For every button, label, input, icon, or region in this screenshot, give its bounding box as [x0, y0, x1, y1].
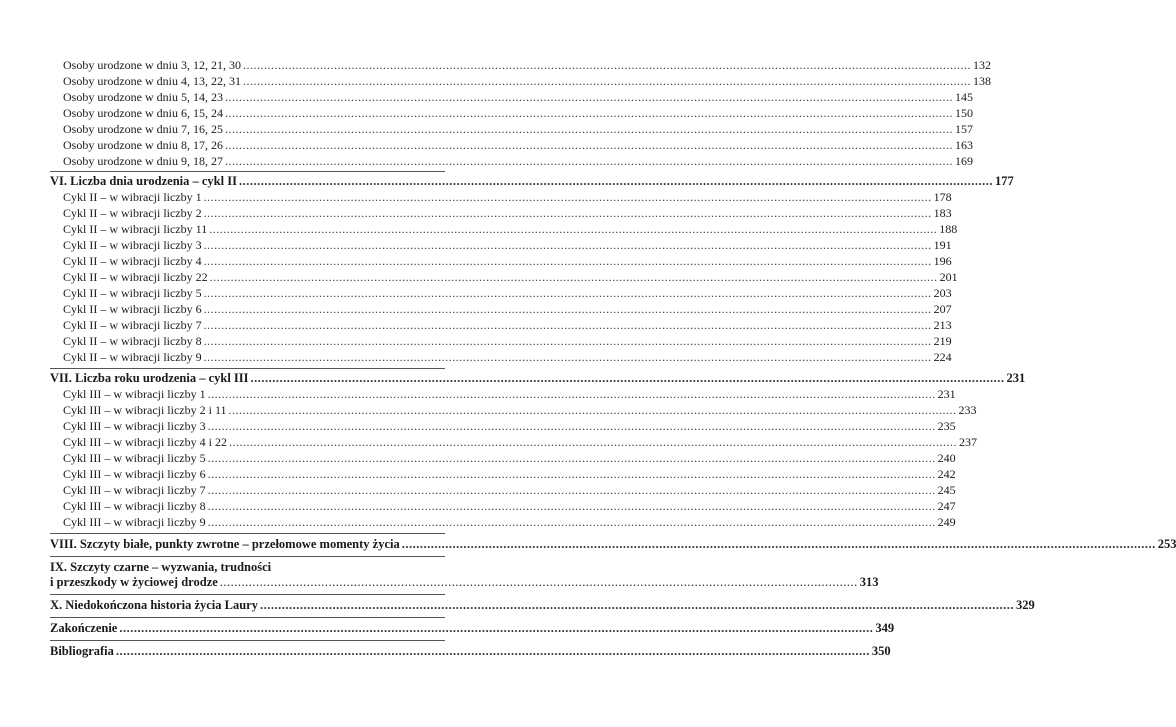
dot-leader: [204, 286, 932, 301]
dot-leader: ................................................................................................................................................................................: [219, 575, 858, 589]
toc-entry: [50, 254, 952, 269]
dot-leader: [208, 419, 936, 434]
toc-entry-label: Osoby urodzone w dniu 5, 14, 23: [63, 90, 223, 104]
toc-entry-label: Osoby urodzone w dniu 8, 17, 26: [63, 138, 223, 152]
toc-chapter-page: 231: [1006, 371, 1026, 385]
dot-leader: [204, 238, 932, 253]
dot-leader: [204, 254, 932, 269]
section-divider: [50, 171, 445, 172]
toc-chapter: [50, 537, 1176, 552]
toc-entry-label: Cykl III – w wibracji liczby 2 i 11: [63, 403, 227, 417]
toc-entry-page: 240: [937, 451, 956, 465]
section-divider: [50, 533, 445, 534]
toc-entry-label: Osoby urodzone w dniu 9, 18, 27: [63, 154, 223, 168]
toc-entry-label: Osoby urodzone w dniu 3, 12, 21, 30: [63, 58, 241, 72]
toc-entry-label: Osoby urodzone w dniu 7, 16, 25: [63, 122, 223, 136]
toc-entry-page: 191: [933, 238, 952, 252]
toc-chapter: [50, 371, 1026, 386]
toc-entry: [50, 222, 958, 237]
dot-leader: [204, 206, 932, 221]
toc-entry: [50, 350, 952, 365]
toc-entry: [50, 419, 956, 434]
toc-entry-label: Osoby urodzone w dniu 6, 15, 24: [63, 106, 223, 120]
toc-entry-page: 219: [933, 334, 952, 348]
toc-entry: [50, 302, 952, 317]
dot-leader: [119, 621, 873, 636]
toc-entry: [50, 270, 958, 285]
dot-leader: [402, 537, 1156, 552]
toc-entry-label: Cykl II – w wibracji liczby 4: [63, 254, 202, 268]
toc-entry-page: 169: [954, 154, 973, 168]
toc-entry: [50, 499, 956, 514]
toc-entry: [50, 74, 991, 89]
toc-entry-page: 237: [958, 435, 977, 449]
toc-chapter-label-line2: i przeszkody w życiowej drodze: [50, 575, 218, 589]
toc-entry: [50, 387, 956, 402]
toc-chapter-page: 177: [994, 174, 1014, 188]
toc-chapter-label: Bibliografia: [50, 644, 114, 658]
toc-entry-page: 247: [937, 499, 956, 513]
toc-entry-label: Cykl II – w wibracji liczby 7: [63, 318, 202, 332]
toc-entry-label: Cykl II – w wibracji liczby 22: [63, 270, 208, 284]
toc-entry: [50, 318, 952, 333]
toc-entry: [50, 467, 956, 482]
toc-entry: [50, 515, 956, 530]
toc-entry: [50, 451, 956, 466]
toc-entry: [50, 122, 973, 137]
toc-entry-page: 231: [937, 387, 956, 401]
toc-chapter-page: 329: [1015, 598, 1035, 612]
toc-entry-label: Cykl III – w wibracji liczby 8: [63, 499, 206, 513]
dot-leader: [208, 451, 936, 466]
toc-entry-page: 224: [933, 350, 952, 364]
toc-chapter-label: VIII. Szczyty białe, punkty zwrotne – przełomowe momenty życia: [50, 537, 400, 551]
toc-entry: [50, 206, 952, 221]
toc-entry-page: 178: [933, 190, 952, 204]
dot-leader: [239, 174, 993, 189]
toc-chapter-label: VII. Liczba roku urodzenia – cykl III: [50, 371, 249, 385]
dot-leader: [210, 270, 938, 285]
toc-chapter: [50, 621, 895, 636]
dot-leader: [225, 122, 953, 137]
toc-entry-page: 249: [937, 515, 956, 529]
dot-leader: [225, 106, 953, 121]
toc-entry-page: 196: [933, 254, 952, 268]
toc-entry-label: Cykl III – w wibracji liczby 5: [63, 451, 206, 465]
toc-entry-page: 201: [939, 270, 958, 284]
dot-leader: [225, 154, 953, 169]
toc-entry-page: 233: [958, 403, 977, 417]
toc-entry-label: Cykl III – w wibracji liczby 3: [63, 419, 206, 433]
toc-entry-label: Cykl II – w wibracji liczby 1: [63, 190, 202, 204]
dot-leader: [204, 302, 932, 317]
toc-chapter-label: X. Niedokończona historia życia Laury: [50, 598, 258, 612]
toc-chapter-page: 350: [871, 644, 891, 658]
toc-entry: [50, 286, 952, 301]
toc-entry: [50, 190, 952, 205]
toc-entry-label: Cykl II – w wibracji liczby 3: [63, 238, 202, 252]
dot-leader: [260, 598, 1014, 613]
section-divider: [50, 556, 445, 557]
toc-entry: [50, 106, 973, 121]
toc-entry-label: Cykl III – w wibracji liczby 9: [63, 515, 206, 529]
toc-entry-page: 150: [954, 106, 973, 120]
toc-entry-label: Osoby urodzone w dniu 4, 13, 22, 31: [63, 74, 241, 88]
toc-entry-label: Cykl II – w wibracji liczby 8: [63, 334, 202, 348]
dot-leader: [208, 499, 936, 514]
toc-entry-page: 213: [933, 318, 952, 332]
dot-leader: [208, 515, 936, 530]
toc-entry: [50, 403, 977, 418]
toc-entry-page: 132: [972, 58, 991, 72]
dot-leader: [204, 334, 932, 349]
section-divider: [50, 640, 445, 641]
toc-entry-page: 163: [954, 138, 973, 152]
toc-entry-page: 188: [939, 222, 958, 236]
dot-leader: [204, 318, 932, 333]
toc-entry-page: 245: [937, 483, 956, 497]
toc-entry-page: 235: [937, 419, 956, 433]
toc-chapter-page: 313: [859, 575, 879, 589]
toc-entry-label: Cykl II – w wibracji liczby 5: [63, 286, 202, 300]
dot-leader: [204, 350, 932, 365]
toc-entry: [50, 483, 956, 498]
toc-entry: [50, 138, 973, 153]
dot-leader: [229, 435, 957, 450]
toc-entry-label: Cykl II – w wibracji liczby 6: [63, 302, 202, 316]
toc-entry-page: 203: [933, 286, 952, 300]
dot-leader: [243, 74, 971, 89]
toc-entry-label: Cykl III – w wibracji liczby 6: [63, 467, 206, 481]
dot-leader: [204, 190, 932, 205]
dot-leader: [209, 222, 937, 237]
toc-entry-page: 207: [933, 302, 952, 316]
toc-chapter-label-line1: IX. Szczyty czarne – wyzwania, trudności: [50, 560, 272, 574]
dot-leader: [208, 483, 936, 498]
toc-entry-page: 183: [933, 206, 952, 220]
toc-chapter: [50, 560, 879, 590]
toc-chapter-label: VI. Liczba dnia urodzenia – cykl II: [50, 174, 237, 188]
dot-leader: [208, 387, 936, 402]
toc-chapter-page: 349: [875, 621, 895, 635]
section-divider: [50, 368, 445, 369]
toc-chapter-label: Zakończenie: [50, 621, 118, 635]
toc-entry-page: 242: [937, 467, 956, 481]
toc-entry: [50, 90, 973, 105]
toc-entry-label: Cykl II – w wibracji liczby 2: [63, 206, 202, 220]
toc-entry: [50, 58, 991, 73]
dot-leader: [243, 58, 971, 73]
toc-entry-label: Cykl III – w wibracji liczby 7: [63, 483, 206, 497]
toc-chapter: [50, 174, 1014, 189]
section-divider: [50, 617, 445, 618]
toc-chapter-page: 253: [1157, 537, 1176, 551]
dot-leader: [225, 90, 953, 105]
toc-entry: [50, 334, 952, 349]
dot-leader: [208, 467, 936, 482]
toc-entry: [50, 154, 973, 169]
toc-entry-label: Cykl III – w wibracji liczby 1: [63, 387, 206, 401]
dot-leader: [225, 138, 953, 153]
dot-leader: [116, 644, 870, 659]
toc-entry-label: Cykl III – w wibracji liczby 4 i 22: [63, 435, 227, 449]
toc-entry-page: 157: [954, 122, 973, 136]
toc-entry: [50, 238, 952, 253]
toc-entry-label: Cykl II – w wibracji liczby 9: [63, 350, 202, 364]
toc-chapter: [50, 644, 891, 659]
toc-entry-page: 145: [954, 90, 973, 104]
toc-entry-label: Cykl II – w wibracji liczby 11: [63, 222, 208, 236]
dot-leader: [251, 371, 1005, 386]
toc-chapter: [50, 598, 1035, 613]
toc-entry: [50, 435, 977, 450]
toc-entry-page: 138: [972, 74, 991, 88]
dot-leader: [229, 403, 957, 418]
section-divider: [50, 594, 445, 595]
